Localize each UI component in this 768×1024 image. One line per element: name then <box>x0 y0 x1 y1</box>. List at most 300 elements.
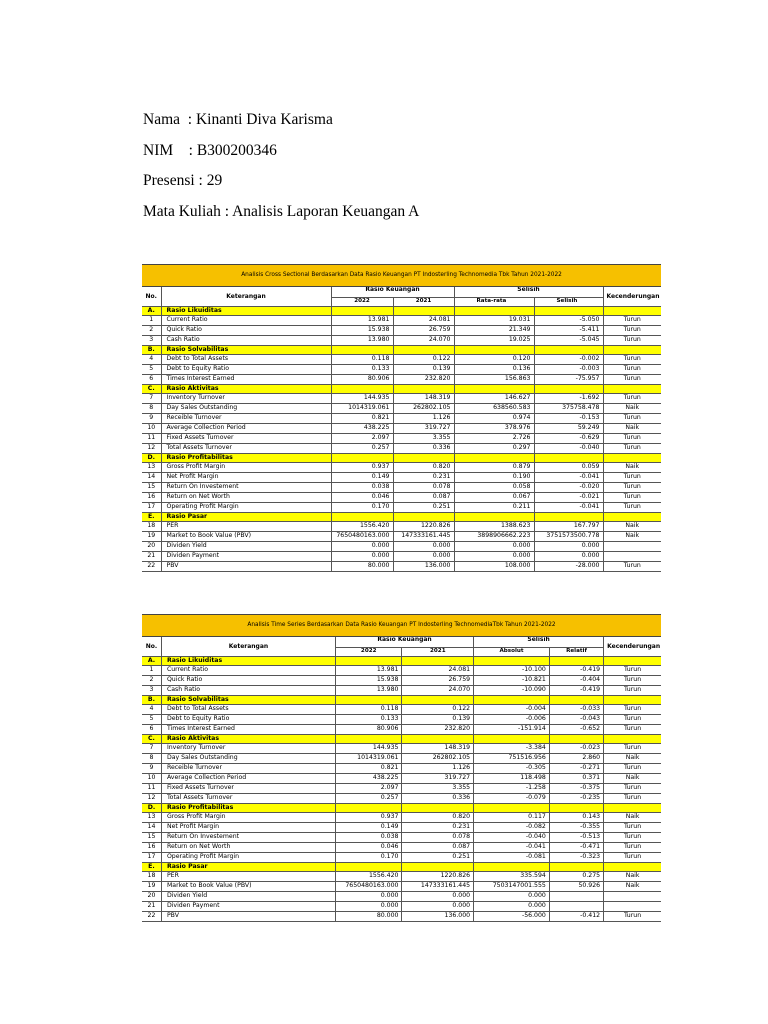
value-2021: 136.000 <box>393 562 454 572</box>
value-2022: 0.937 <box>335 813 402 823</box>
value-2021: 24.070 <box>393 336 454 346</box>
value-col3: -10.821 <box>474 676 550 686</box>
value-2022: 7650480163.000 <box>335 882 402 892</box>
row-label: Rasio Pasar <box>161 513 331 522</box>
value-col4: 0.000 <box>534 542 603 552</box>
row-label: Rasio Pasar <box>161 863 335 872</box>
trend-value: Naik <box>604 882 661 892</box>
value-col4: 0.371 <box>549 774 603 784</box>
value-2022 <box>335 696 402 705</box>
trend-value: Turun <box>603 394 661 404</box>
value-col3 <box>474 657 550 666</box>
row-number: 18 <box>142 872 161 882</box>
value-2021: 0.000 <box>402 892 474 902</box>
value-2021: 148.319 <box>393 394 454 404</box>
trend-value <box>604 863 661 872</box>
value-col3: 638560.583 <box>454 404 534 414</box>
table-row <box>142 414 661 424</box>
section-row <box>142 513 661 522</box>
value-col3 <box>474 735 550 744</box>
value-col4: 3751573500.778 <box>534 532 603 542</box>
value-2022: 0.257 <box>331 444 393 454</box>
row-label: Dividen Yield <box>161 892 335 902</box>
row-number: 12 <box>142 794 161 804</box>
table-row <box>142 676 661 686</box>
value-2022: 80.000 <box>331 562 393 572</box>
value-col4: -0.419 <box>549 686 603 696</box>
value-2021 <box>402 657 474 666</box>
trend-value: Turun <box>603 493 661 503</box>
value-col3: 0.297 <box>454 444 534 454</box>
value-2022: 438.225 <box>335 774 402 784</box>
value-col4: 59.249 <box>534 424 603 434</box>
value-2022: 0.038 <box>335 833 402 843</box>
value-col4: -0.040 <box>534 444 603 454</box>
table-row <box>142 394 661 404</box>
value-col4: -75.957 <box>534 375 603 385</box>
value-col3: -0.006 <box>474 715 550 725</box>
header-keterangan: Keterangan <box>161 287 331 307</box>
value-2021: 262802.105 <box>393 404 454 414</box>
header-rasio-keuangan: Rasio Keuangan <box>331 287 454 298</box>
value-col3: 156.863 <box>454 375 534 385</box>
value-2021: 319.727 <box>393 424 454 434</box>
trend-value: Turun <box>604 823 661 833</box>
header-rata-rata: Rata-rata <box>454 298 534 307</box>
value-col4: -0.513 <box>549 833 603 843</box>
row-label: Debt to Total Assets <box>161 355 331 365</box>
header-selisih: Selisih <box>454 287 603 298</box>
value-col3: -0.004 <box>474 705 550 715</box>
table-row <box>142 336 661 346</box>
row-number: 3 <box>142 686 161 696</box>
value-2021: 0.122 <box>402 705 474 715</box>
value-2022: 1014319.061 <box>335 754 402 764</box>
value-col3: 0.067 <box>454 493 534 503</box>
row-label: Total Assets Turnover <box>161 794 335 804</box>
value-col3: -0.082 <box>474 823 550 833</box>
value-2021: 147333161.445 <box>402 882 474 892</box>
table-row <box>142 823 661 833</box>
table-row <box>142 794 661 804</box>
value-col3: 0.000 <box>454 552 534 562</box>
row-label: Return On Investement <box>161 483 331 493</box>
value-col4: -0.043 <box>549 715 603 725</box>
trend-value: Turun <box>604 794 661 804</box>
value-col3: 0.190 <box>454 473 534 483</box>
value-col4: -0.041 <box>534 473 603 483</box>
row-label: Rasio Aktivitas <box>161 385 331 394</box>
value-col3: 2.726 <box>454 434 534 444</box>
row-number: 21 <box>142 902 161 912</box>
value-col3: 108.000 <box>454 562 534 572</box>
table-row <box>142 784 661 794</box>
table-row <box>142 326 661 336</box>
trend-value: Naik <box>604 813 661 823</box>
row-label: Debt to Equity Ratio <box>161 715 335 725</box>
table-row <box>142 316 661 326</box>
value-2022: 0.821 <box>331 414 393 424</box>
value-2021: 0.078 <box>402 833 474 843</box>
table-row <box>142 493 661 503</box>
section-row <box>142 696 661 705</box>
table-row <box>142 463 661 473</box>
table-row <box>142 872 661 882</box>
row-number: 8 <box>142 404 161 414</box>
table-row <box>142 375 661 385</box>
trend-value: Turun <box>604 912 661 922</box>
trend-value: Turun <box>603 414 661 424</box>
value-2022: 0.000 <box>335 892 402 902</box>
trend-value: Naik <box>604 872 661 882</box>
value-col4 <box>534 454 603 463</box>
row-label: Current Ratio <box>161 666 335 676</box>
row-number: 11 <box>142 434 161 444</box>
trend-value: Turun <box>603 365 661 375</box>
row-number: 5 <box>142 365 161 375</box>
row-number: A. <box>142 657 161 666</box>
value-col3: 751516.956 <box>474 754 550 764</box>
header-selisih-value: Selisih <box>534 298 603 307</box>
table-row <box>142 444 661 454</box>
trend-value: Turun <box>604 744 661 754</box>
value-col4: -0.323 <box>549 853 603 863</box>
value-2022: 1556.420 <box>331 522 393 532</box>
value-col3: 118.498 <box>474 774 550 784</box>
student-name: Nama : Kinanti Diva Karisma <box>143 111 333 128</box>
trend-value: Naik <box>604 754 661 764</box>
table-row <box>142 404 661 414</box>
value-2021: 1220.826 <box>393 522 454 532</box>
header-selisih: Selisih <box>474 637 604 648</box>
value-2022 <box>331 513 393 522</box>
row-number: C. <box>142 385 161 394</box>
student-nim: NIM : B300200346 <box>143 142 277 159</box>
trend-value <box>604 892 661 902</box>
value-2021 <box>402 696 474 705</box>
row-label: Quick Ratio <box>161 676 335 686</box>
row-label: Return on Net Worth <box>161 843 335 853</box>
trend-value: Turun <box>604 764 661 774</box>
value-col3: 335.594 <box>474 872 550 882</box>
trend-value: Turun <box>604 676 661 686</box>
table-row <box>142 532 661 542</box>
value-2022: 15.938 <box>331 326 393 336</box>
section-row <box>142 657 661 666</box>
trend-value <box>603 385 661 394</box>
value-col3: 146.627 <box>454 394 534 404</box>
table-row <box>142 705 661 715</box>
table-row <box>142 355 661 365</box>
trend-value: Turun <box>603 562 661 572</box>
value-2022: 144.935 <box>331 394 393 404</box>
value-2022 <box>335 735 402 744</box>
table-row <box>142 686 661 696</box>
value-2021: 147333161.445 <box>393 532 454 542</box>
table-row <box>142 744 661 754</box>
time-series-table <box>142 614 661 922</box>
row-label: Inventory Turnover <box>161 394 331 404</box>
row-number: 10 <box>142 424 161 434</box>
header-absolut: Absolut <box>474 648 550 657</box>
value-col4 <box>534 513 603 522</box>
row-label: Day Sales Outstanding <box>161 754 335 764</box>
value-2022: 0.046 <box>335 843 402 853</box>
row-label: Debt to Total Assets <box>161 705 335 715</box>
row-number: 13 <box>142 463 161 473</box>
value-col3: 0.058 <box>454 483 534 493</box>
value-2021: 0.000 <box>393 542 454 552</box>
value-2021: 0.336 <box>402 794 474 804</box>
header-no: No. <box>142 287 161 307</box>
trend-value: Naik <box>603 424 661 434</box>
value-2021: 262802.105 <box>402 754 474 764</box>
trend-value: Naik <box>603 532 661 542</box>
row-number: 20 <box>142 892 161 902</box>
trend-value: Turun <box>604 715 661 725</box>
table-row <box>142 503 661 513</box>
value-col4: -28.000 <box>534 562 603 572</box>
value-2021: 0.000 <box>402 902 474 912</box>
value-2022: 144.935 <box>335 744 402 754</box>
value-col3 <box>454 454 534 463</box>
trend-value: Turun <box>604 833 661 843</box>
row-number: 19 <box>142 532 161 542</box>
value-2021: 0.820 <box>393 463 454 473</box>
value-col3: -0.305 <box>474 764 550 774</box>
value-col3: 0.879 <box>454 463 534 473</box>
value-2022: 80.906 <box>335 725 402 735</box>
value-2021: 1.126 <box>393 414 454 424</box>
value-2021: 26.759 <box>393 326 454 336</box>
row-label: PER <box>161 522 331 532</box>
trend-value <box>603 454 661 463</box>
value-2022: 438.225 <box>331 424 393 434</box>
value-2021 <box>402 863 474 872</box>
value-2021: 24.081 <box>393 316 454 326</box>
value-2022: 0.046 <box>331 493 393 503</box>
value-2021: 319.727 <box>402 774 474 784</box>
value-col3 <box>454 346 534 355</box>
value-col4: -5.050 <box>534 316 603 326</box>
value-2022: 13.980 <box>335 686 402 696</box>
row-label: Gross Profit Margin <box>161 813 335 823</box>
row-label: Dividen Yield <box>161 542 331 552</box>
row-label: Operating Profit Margin <box>161 503 331 513</box>
cross-sectional-table <box>142 264 661 572</box>
value-2022: 2.097 <box>335 784 402 794</box>
section-row <box>142 804 661 813</box>
row-number: E. <box>142 863 161 872</box>
trend-value: Naik <box>603 522 661 532</box>
value-col4: -0.355 <box>549 823 603 833</box>
header-2021: 2021 <box>402 648 474 657</box>
row-number: 17 <box>142 853 161 863</box>
value-col3 <box>474 696 550 705</box>
value-col4: -0.020 <box>534 483 603 493</box>
trend-value: Turun <box>603 355 661 365</box>
value-2022: 0.937 <box>331 463 393 473</box>
value-col4: -0.023 <box>549 744 603 754</box>
value-col4: -0.153 <box>534 414 603 424</box>
row-label: PER <box>161 872 335 882</box>
row-number: 14 <box>142 473 161 483</box>
value-2021: 3.355 <box>402 784 474 794</box>
value-col3: -1.258 <box>474 784 550 794</box>
value-col3: -10.090 <box>474 686 550 696</box>
value-col4 <box>534 385 603 394</box>
value-2022: 0.000 <box>331 552 393 562</box>
value-2021: 24.070 <box>402 686 474 696</box>
value-col4 <box>549 696 603 705</box>
value-col3: 19.031 <box>454 316 534 326</box>
value-col4: -1.692 <box>534 394 603 404</box>
header-rasio-keuangan: Rasio Keuangan <box>335 637 473 648</box>
value-2022: 0.257 <box>335 794 402 804</box>
attendance-number: Presensi : 29 <box>143 172 223 189</box>
table-row <box>142 892 661 902</box>
row-label: Cash Ratio <box>161 336 331 346</box>
value-2022: 0.149 <box>331 473 393 483</box>
value-col3: 0.000 <box>474 892 550 902</box>
trend-value: Naik <box>604 774 661 784</box>
table-row <box>142 725 661 735</box>
header-kecenderungan: Kecenderungan <box>604 637 661 657</box>
row-label: Gross Profit Margin <box>161 463 331 473</box>
value-col3: -3.384 <box>474 744 550 754</box>
value-col3: 0.000 <box>474 902 550 912</box>
table-row <box>142 562 661 572</box>
table-row <box>142 666 661 676</box>
value-2022: 15.938 <box>335 676 402 686</box>
value-2022: 1014319.061 <box>331 404 393 414</box>
value-col4: -0.002 <box>534 355 603 365</box>
value-col3: -56.000 <box>474 912 550 922</box>
value-col3: -0.079 <box>474 794 550 804</box>
trend-value <box>603 307 661 316</box>
value-col3 <box>454 513 534 522</box>
value-col3: 0.117 <box>474 813 550 823</box>
value-col4: -0.471 <box>549 843 603 853</box>
value-col4: 0.275 <box>549 872 603 882</box>
row-number: 1 <box>142 666 161 676</box>
value-2022: 0.133 <box>335 715 402 725</box>
value-col4: -0.271 <box>549 764 603 774</box>
value-col4 <box>549 804 603 813</box>
row-number: 21 <box>142 552 161 562</box>
value-col3 <box>454 385 534 394</box>
value-2022: 0.821 <box>335 764 402 774</box>
row-number: 7 <box>142 744 161 754</box>
value-col4: -0.375 <box>549 784 603 794</box>
row-number: 15 <box>142 833 161 843</box>
row-label: Fixed Assets Turnover <box>161 434 331 444</box>
row-label: Dividen Payment <box>161 902 335 912</box>
trend-value: Turun <box>603 434 661 444</box>
row-number: 18 <box>142 522 161 532</box>
row-number: 3 <box>142 336 161 346</box>
row-number: 22 <box>142 562 161 572</box>
value-col3: 378.976 <box>454 424 534 434</box>
value-2021 <box>393 454 454 463</box>
row-number: 7 <box>142 394 161 404</box>
table-row <box>142 552 661 562</box>
table-row <box>142 813 661 823</box>
table-title: Analisis Cross Sectional Berdasarkan Data Rasio Keuangan PT Indosterling Technomedia Tbk Tahun 2021-2022 <box>142 265 661 287</box>
header-2021: 2021 <box>393 298 454 307</box>
table-row <box>142 882 661 892</box>
table-row <box>142 715 661 725</box>
value-col4: -0.629 <box>534 434 603 444</box>
row-number: 9 <box>142 414 161 424</box>
value-col3: -10.100 <box>474 666 550 676</box>
trend-value <box>603 513 661 522</box>
row-label: Times Interest Earned <box>161 725 335 735</box>
row-number: 10 <box>142 774 161 784</box>
row-label: Quick Ratio <box>161 326 331 336</box>
trend-value: Turun <box>603 316 661 326</box>
row-label: Current Ratio <box>161 316 331 326</box>
row-number: 15 <box>142 483 161 493</box>
value-col4: -0.419 <box>549 666 603 676</box>
value-2021 <box>393 513 454 522</box>
trend-value: Turun <box>604 705 661 715</box>
row-number: C. <box>142 735 161 744</box>
value-2022: 13.980 <box>331 336 393 346</box>
value-2021 <box>402 804 474 813</box>
row-number: 16 <box>142 493 161 503</box>
trend-value: Turun <box>604 843 661 853</box>
row-label: Net Profit Margin <box>161 473 331 483</box>
section-row <box>142 735 661 744</box>
value-col3: 3898906662.223 <box>454 532 534 542</box>
trend-value <box>604 902 661 912</box>
table-row <box>142 522 661 532</box>
trend-value: Turun <box>603 336 661 346</box>
table-row <box>142 774 661 784</box>
value-col4: -0.652 <box>549 725 603 735</box>
row-label: Total Assets Turnover <box>161 444 331 454</box>
row-number: A. <box>142 307 161 316</box>
row-label: Return on Net Worth <box>161 493 331 503</box>
trend-value: Turun <box>604 725 661 735</box>
row-label: Rasio Profitabilitas <box>161 804 335 813</box>
trend-value <box>603 552 661 562</box>
table-row <box>142 542 661 552</box>
value-2022: 0.038 <box>331 483 393 493</box>
value-2021: 232.820 <box>402 725 474 735</box>
row-label: Average Collection Period <box>161 774 335 784</box>
table-row <box>142 912 661 922</box>
section-row <box>142 385 661 394</box>
value-col3 <box>474 804 550 813</box>
value-col3: 7503147001.555 <box>474 882 550 892</box>
value-2022: 0.170 <box>331 503 393 513</box>
value-col4: 50.926 <box>549 882 603 892</box>
value-2021: 0.122 <box>393 355 454 365</box>
row-number: 5 <box>142 715 161 725</box>
value-col3: 1388.623 <box>454 522 534 532</box>
row-number: 17 <box>142 503 161 513</box>
row-label: Rasio Solvabilitas <box>161 696 335 705</box>
row-number: 6 <box>142 725 161 735</box>
value-col4 <box>549 657 603 666</box>
table-row <box>142 833 661 843</box>
value-col4: 0.143 <box>549 813 603 823</box>
value-2021: 0.251 <box>393 503 454 513</box>
row-number: 2 <box>142 676 161 686</box>
value-2021: 1220.826 <box>402 872 474 882</box>
